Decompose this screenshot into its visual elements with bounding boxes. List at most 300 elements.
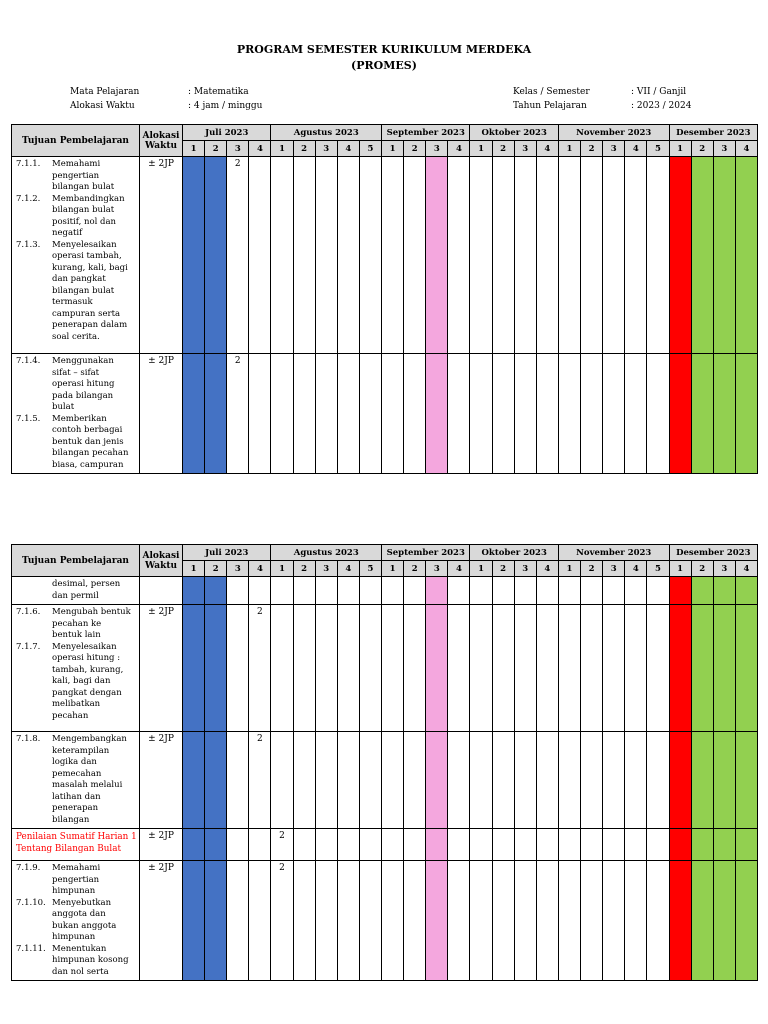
week-cell <box>691 605 713 732</box>
header-week: 4 <box>735 141 757 157</box>
week-cell <box>470 861 492 981</box>
week-cell <box>426 861 448 981</box>
week-cell <box>183 829 205 861</box>
week-cell <box>227 577 249 605</box>
week-cell <box>691 829 713 861</box>
tujuan-number: 7.1.3. <box>16 239 41 250</box>
header-week: 3 <box>603 561 625 577</box>
header-month: November 2023 <box>558 125 669 141</box>
week-cell <box>470 157 492 354</box>
week-cell <box>293 605 315 732</box>
week-cell <box>691 861 713 981</box>
tujuan-number: 7.1.10. <box>16 897 46 908</box>
week-cell <box>359 354 381 474</box>
week-cell <box>271 354 293 474</box>
week-cell <box>514 732 536 829</box>
week-cell <box>227 605 249 732</box>
week-cell <box>227 829 249 861</box>
header-week: 5 <box>359 141 381 157</box>
header-month: Desember 2023 <box>669 125 757 141</box>
week-cell <box>337 157 359 354</box>
week-cell <box>647 605 669 732</box>
week-cell <box>735 577 757 605</box>
week-cell <box>382 829 404 861</box>
header-month: November 2023 <box>558 545 669 561</box>
alokasi-cell: ± 2JP <box>140 732 183 829</box>
header-week: 3 <box>315 561 337 577</box>
week-cell: 2 <box>249 732 271 829</box>
week-cell <box>713 157 735 354</box>
week-cell <box>293 732 315 829</box>
header-alokasi <box>140 125 183 157</box>
week-cell <box>558 732 580 829</box>
week-cell <box>514 829 536 861</box>
week-cell <box>404 732 426 829</box>
week-cell <box>691 157 713 354</box>
promes-table-2 <box>11 544 758 981</box>
promes-table-1 <box>11 124 758 474</box>
week-cell <box>735 732 757 829</box>
tujuan-number: 7.1.11. <box>16 943 46 954</box>
week-cell <box>293 354 315 474</box>
week-cell <box>735 605 757 732</box>
week-cell <box>669 157 691 354</box>
week-cell <box>492 732 514 829</box>
week-cell <box>337 354 359 474</box>
header-week: 1 <box>183 141 205 157</box>
tujuan-text: Menggunakan sifat – sifat operasi hitung pada bilangan bulat <box>52 356 115 412</box>
week-cell: 2 <box>271 861 293 981</box>
header-month: Agustus 2023 <box>271 125 382 141</box>
week-cell <box>647 861 669 981</box>
week-cell <box>669 732 691 829</box>
table-row <box>12 354 758 474</box>
tujuan-item <box>16 240 137 344</box>
week-cell <box>337 577 359 605</box>
week-cell <box>271 605 293 732</box>
header-week: 2 <box>691 561 713 577</box>
week-cell <box>713 732 735 829</box>
tujuan-item <box>16 642 137 723</box>
week-cell <box>558 577 580 605</box>
header-week: 2 <box>492 141 514 157</box>
header-month: Juli 2023 <box>183 125 271 141</box>
week-cell <box>448 577 470 605</box>
week-cell <box>492 577 514 605</box>
week-cell <box>492 605 514 732</box>
tujuan-text: Mengembangkan keterampilan logika dan pemecahan masalah melalui latihan dan penerapan bilangan <box>52 734 127 825</box>
week-cell <box>536 861 558 981</box>
week-cell <box>426 829 448 861</box>
tujuan-text: Menyebutkan anggota dan bukan anggota himpunan <box>52 897 117 942</box>
week-cell <box>382 605 404 732</box>
week-cell <box>470 829 492 861</box>
mapel-value: : Matematika <box>188 87 249 97</box>
week-cell <box>603 157 625 354</box>
week-cell <box>603 829 625 861</box>
week-cell <box>382 732 404 829</box>
week-cell <box>603 861 625 981</box>
tujuan-text: Mengubah bentuk pecahan ke bentuk lain <box>52 607 131 640</box>
header-week: 1 <box>558 561 580 577</box>
week-cell <box>647 157 669 354</box>
week-cell <box>647 354 669 474</box>
week-cell <box>669 577 691 605</box>
week-cell <box>337 829 359 861</box>
week-cell <box>691 577 713 605</box>
header-week: 3 <box>426 561 448 577</box>
header-week: 2 <box>492 561 514 577</box>
header-week: 3 <box>315 141 337 157</box>
week-cell <box>426 577 448 605</box>
week-cell <box>426 157 448 354</box>
week-cell <box>625 354 647 474</box>
week-cell: 2 <box>227 157 249 354</box>
tujuan-item <box>16 159 137 194</box>
tujuan-cell <box>12 861 140 981</box>
week-cell <box>382 157 404 354</box>
header-week: 1 <box>558 141 580 157</box>
week-cell <box>625 829 647 861</box>
week-cell <box>625 157 647 354</box>
tujuan-number: 7.1.9. <box>16 863 41 873</box>
header-month: Juli 2023 <box>183 545 271 561</box>
tahun-value: : 2023 / 2024 <box>631 101 692 111</box>
tujuan-cell <box>12 732 140 829</box>
week-cell <box>669 861 691 981</box>
tujuan-item <box>16 734 137 826</box>
tujuan-item <box>16 944 137 979</box>
week-cell <box>581 829 603 861</box>
week-cell <box>691 732 713 829</box>
tujuan-continuation: desimal, persen dan permil <box>52 579 121 601</box>
penilaian-text: Penilaian Sumatif Harian 1 Tentang Bilangan Bulat <box>16 832 137 854</box>
tujuan-cell <box>12 605 140 732</box>
header-week: 2 <box>581 141 603 157</box>
header-week: 4 <box>249 561 271 577</box>
header-month: Oktober 2023 <box>470 125 558 141</box>
table-row <box>12 605 758 732</box>
week-cell <box>271 732 293 829</box>
alokasi-cell: ± 2JP <box>140 605 183 732</box>
header-alokasi-line2: Waktu <box>144 560 178 571</box>
week-cell <box>448 605 470 732</box>
week-cell <box>359 605 381 732</box>
week-cell <box>713 354 735 474</box>
week-cell <box>536 157 558 354</box>
header-tujuan: Tujuan Pembelajaran <box>12 545 140 577</box>
week-cell <box>625 732 647 829</box>
alokasi-cell: ± 2JP <box>140 829 183 861</box>
week-cell <box>448 829 470 861</box>
header-week: 2 <box>205 561 227 577</box>
week-cell <box>404 605 426 732</box>
header-week: 1 <box>382 141 404 157</box>
header-week: 2 <box>205 141 227 157</box>
week-cell <box>558 354 580 474</box>
info-labels-left <box>70 85 139 113</box>
header-week: 4 <box>536 141 558 157</box>
header-week: 1 <box>183 561 205 577</box>
week-cell <box>448 157 470 354</box>
tujuan-cell <box>12 577 140 605</box>
week-cell <box>404 577 426 605</box>
week-cell <box>581 861 603 981</box>
week-cell <box>205 829 227 861</box>
week-cell <box>713 577 735 605</box>
table-row <box>12 829 758 861</box>
week-cell <box>426 605 448 732</box>
kelas-label: Kelas / Semester <box>513 87 590 97</box>
tujuan-item <box>16 194 137 240</box>
header-week: 4 <box>625 561 647 577</box>
header-week: 2 <box>293 141 315 157</box>
header-week: 1 <box>470 141 492 157</box>
tujuan-cell <box>12 157 140 354</box>
week-cell <box>492 861 514 981</box>
header-week: 4 <box>625 141 647 157</box>
week-cell <box>359 157 381 354</box>
alokasi-cell <box>140 577 183 605</box>
week-cell <box>382 861 404 981</box>
tujuan-number: 7.1.4. <box>16 356 41 366</box>
table-row <box>12 732 758 829</box>
header-week: 5 <box>647 561 669 577</box>
header-month: September 2023 <box>382 545 470 561</box>
week-cell <box>404 829 426 861</box>
week-cell: 2 <box>227 354 249 474</box>
week-cell <box>315 861 337 981</box>
week-cell <box>691 354 713 474</box>
week-cell <box>713 861 735 981</box>
week-cell <box>470 354 492 474</box>
week-cell <box>470 732 492 829</box>
header-week: 2 <box>404 141 426 157</box>
week-cell <box>315 577 337 605</box>
table-row <box>12 861 758 981</box>
tujuan-text: Memahami pengertian bilangan bulat <box>52 159 115 192</box>
week-cell <box>183 157 205 354</box>
week-cell <box>205 861 227 981</box>
week-cell: 2 <box>249 605 271 732</box>
header-month: Agustus 2023 <box>271 545 382 561</box>
header-week: 5 <box>359 561 381 577</box>
week-cell <box>735 861 757 981</box>
week-cell <box>625 605 647 732</box>
week-cell <box>227 732 249 829</box>
tujuan-text: Memahami pengertian himpunan <box>52 863 101 896</box>
header-week: 4 <box>249 141 271 157</box>
week-cell <box>514 157 536 354</box>
doc-subtitle: (PROMES) <box>351 59 417 72</box>
week-cell <box>735 354 757 474</box>
tujuan-item <box>16 863 137 898</box>
week-cell <box>183 732 205 829</box>
alokasi-cell: ± 2JP <box>140 861 183 981</box>
week-cell <box>558 861 580 981</box>
week-cell <box>581 732 603 829</box>
tujuan-text: Membandingkan bilangan bulat positif, nol dan negatif <box>52 193 125 238</box>
tujuan-text: Menyelesaikan operasi hitung : tambah, kurang, kali, bagi dan pangkat dengan melibatkan pecahan <box>52 641 124 721</box>
header-week: 1 <box>382 561 404 577</box>
tujuan-number: 7.1.7. <box>16 641 41 652</box>
tujuan-number: 7.1.6. <box>16 607 41 617</box>
week-cell <box>470 605 492 732</box>
tujuan-text: Menentukan himpunan kosong dan nol serta <box>52 943 129 977</box>
doc-title: PROGRAM SEMESTER KURIKULUM MERDEKA <box>236 43 532 56</box>
week-cell <box>448 354 470 474</box>
week-cell <box>293 157 315 354</box>
header-week: 4 <box>448 141 470 157</box>
week-cell <box>603 577 625 605</box>
week-cell <box>249 577 271 605</box>
week-cell <box>558 829 580 861</box>
header-alokasi-line2: Waktu <box>144 140 178 151</box>
week-cell <box>448 732 470 829</box>
week-cell <box>315 354 337 474</box>
week-cell <box>337 732 359 829</box>
table-row <box>12 157 758 354</box>
header-week: 3 <box>227 561 249 577</box>
alokasi-cell: ± 2JP <box>140 354 183 474</box>
header-week: 1 <box>669 561 691 577</box>
header-week: 5 <box>647 141 669 157</box>
header-week: 3 <box>514 561 536 577</box>
week-cell <box>536 829 558 861</box>
tujuan-number: 7.1.1. <box>16 159 41 169</box>
week-cell <box>337 861 359 981</box>
week-cell <box>183 577 205 605</box>
week-cell <box>227 861 249 981</box>
week-cell <box>205 605 227 732</box>
week-cell <box>271 157 293 354</box>
mapel-label: Mata Pelajaran <box>70 87 140 97</box>
tahun-label: Tahun Pelajaran <box>513 101 587 111</box>
week-cell <box>536 605 558 732</box>
week-cell <box>647 829 669 861</box>
week-cell <box>426 354 448 474</box>
week-cell <box>205 577 227 605</box>
header-week: 1 <box>271 561 293 577</box>
header-tujuan: Tujuan Pembelajaran <box>12 125 140 157</box>
tujuan-cell <box>12 354 140 474</box>
week-cell <box>249 861 271 981</box>
week-cell <box>514 605 536 732</box>
header-month: Desember 2023 <box>669 545 757 561</box>
week-cell <box>581 577 603 605</box>
week-cell <box>669 354 691 474</box>
week-cell <box>514 577 536 605</box>
header-week: 4 <box>337 561 359 577</box>
week-cell <box>625 577 647 605</box>
week-cell <box>713 605 735 732</box>
week-cell <box>315 605 337 732</box>
kelas-value: : VII / Ganjil <box>631 87 687 97</box>
week-cell <box>558 605 580 732</box>
header-alokasi-line1: Alokasi <box>142 130 180 141</box>
week-cell <box>315 732 337 829</box>
tujuan-item <box>16 898 137 944</box>
week-cell <box>426 732 448 829</box>
header-week: 3 <box>514 141 536 157</box>
week-cell <box>404 354 426 474</box>
header-month: September 2023 <box>382 125 470 141</box>
week-cell <box>536 732 558 829</box>
alokasi-label: Alokasi Waktu <box>70 101 135 111</box>
header-week: 3 <box>713 561 735 577</box>
week-cell <box>293 829 315 861</box>
week-cell <box>315 829 337 861</box>
week-cell <box>492 829 514 861</box>
header-alokasi-line1: Alokasi <box>142 550 180 561</box>
header-week: 4 <box>337 141 359 157</box>
week-cell <box>205 157 227 354</box>
week-cell <box>735 829 757 861</box>
week-cell <box>647 732 669 829</box>
tujuan-number: 7.1.2. <box>16 193 41 204</box>
header-week: 3 <box>603 141 625 157</box>
week-cell <box>581 354 603 474</box>
week-cell <box>249 354 271 474</box>
week-cell <box>183 861 205 981</box>
week-cell <box>404 861 426 981</box>
info-values-right <box>631 85 691 113</box>
week-cell <box>492 354 514 474</box>
header-week: 2 <box>691 141 713 157</box>
tujuan-number: 7.1.8. <box>16 734 41 744</box>
tujuan-cell <box>12 829 140 861</box>
header-week: 3 <box>426 141 448 157</box>
week-cell <box>448 861 470 981</box>
week-cell <box>183 605 205 732</box>
header-week: 2 <box>404 561 426 577</box>
tujuan-item <box>16 414 137 472</box>
week-cell <box>183 354 205 474</box>
week-cell <box>669 829 691 861</box>
table-row <box>12 577 758 605</box>
week-cell <box>647 577 669 605</box>
week-cell <box>625 861 647 981</box>
info-values-left <box>188 85 262 113</box>
week-cell <box>735 157 757 354</box>
header-alokasi <box>140 545 183 577</box>
week-cell <box>337 605 359 732</box>
week-cell <box>271 577 293 605</box>
header-week: 4 <box>448 561 470 577</box>
week-cell <box>558 157 580 354</box>
header-week: 3 <box>227 141 249 157</box>
info-labels-right <box>513 85 590 113</box>
header-week: 1 <box>271 141 293 157</box>
header-week: 3 <box>713 141 735 157</box>
week-cell <box>669 605 691 732</box>
tujuan-number: 7.1.5. <box>16 413 41 424</box>
week-cell <box>205 354 227 474</box>
week-cell <box>293 577 315 605</box>
week-cell <box>404 157 426 354</box>
header-week: 2 <box>293 561 315 577</box>
week-cell <box>249 157 271 354</box>
week-cell <box>603 605 625 732</box>
header-month: Oktober 2023 <box>470 545 558 561</box>
week-cell <box>470 577 492 605</box>
tujuan-item <box>16 607 137 642</box>
alokasi-cell: ± 2JP <box>140 157 183 354</box>
week-cell <box>249 829 271 861</box>
week-cell <box>382 577 404 605</box>
week-cell <box>603 354 625 474</box>
week-cell <box>293 861 315 981</box>
